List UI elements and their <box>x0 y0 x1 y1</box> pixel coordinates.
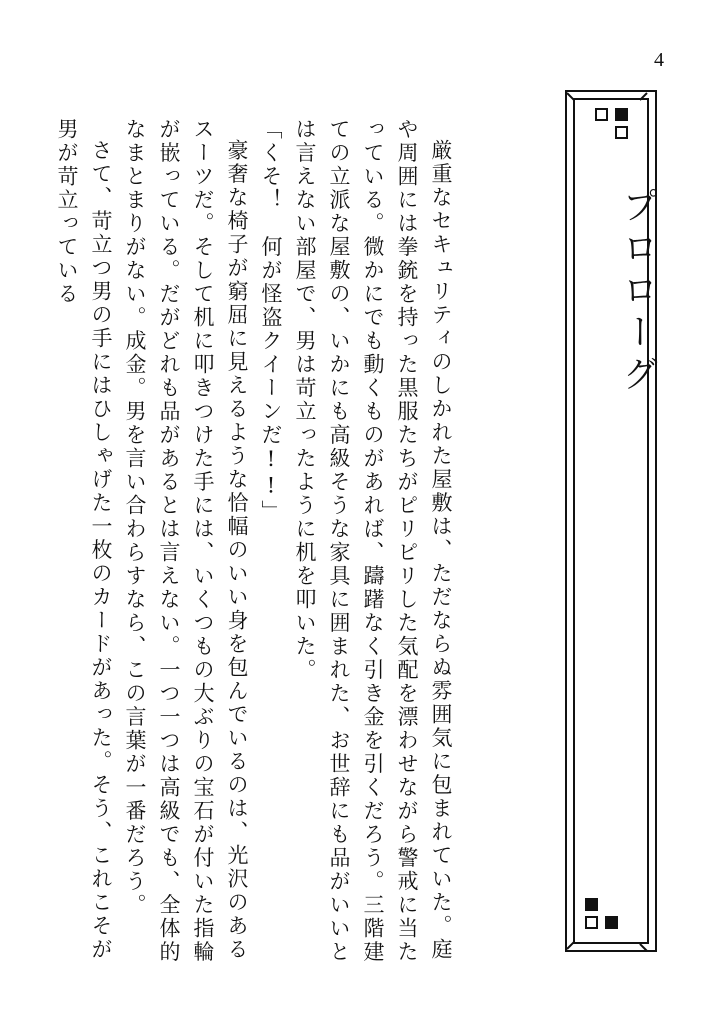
body-text <box>55 118 458 968</box>
ornament-square-outline <box>615 126 628 139</box>
paragraph: さて、苛立つ男の手にはひしゃげた一枚のカードがあった。そう、これこそが男が苛立っている <box>55 118 113 962</box>
chapter-title: プロローグ <box>617 187 658 397</box>
chapter-title-frame <box>565 90 657 952</box>
frame-corner-bottom-left <box>566 941 574 949</box>
paragraph: 厳重なセキュリティのしかれた屋敷は、ただならぬ雰囲気に包まれていた。庭や周囲には拳銃を持った黒服たちがピリピリした気配を漂わせながら警戒に当たっている。微かにでも動くものがあれば、躊躇なく引き金を引くだろう。三階建ての立派な屋敷の、いかにも高級そうな家具に囲まれた、お世辞にも品がいいとは言えない部屋で、男は苛立ったように机を叩いた。 <box>293 118 453 964</box>
dialogue-line: 「くそ！ 何が怪盗クイーンだ!!」 <box>259 118 283 524</box>
ornament-square-filled <box>585 898 598 911</box>
ornament-square-filled <box>605 916 618 929</box>
frame-corner-top-left <box>566 92 574 100</box>
ornament-square-outline <box>585 916 598 929</box>
paragraph: 豪奢な椅子が窮屈に見えるような恰幅のいい身を包んでいるのは、光沢のあるスーツだ。そして机に叩きつけた手には、いくつもの大ぶりの宝石が付いた指輪が嵌っている。だがどれも品があるとは言えない。一つ一つは高級でも、全体的なまとまりがない。成金。男を言い合わらすなら、この言葉が一番だろう。 <box>123 118 249 964</box>
frame-corner-bottom-right <box>639 943 647 951</box>
ornament-square-filled <box>615 108 628 121</box>
ornament-square-outline <box>595 108 608 121</box>
page-number: 4 <box>654 49 664 71</box>
